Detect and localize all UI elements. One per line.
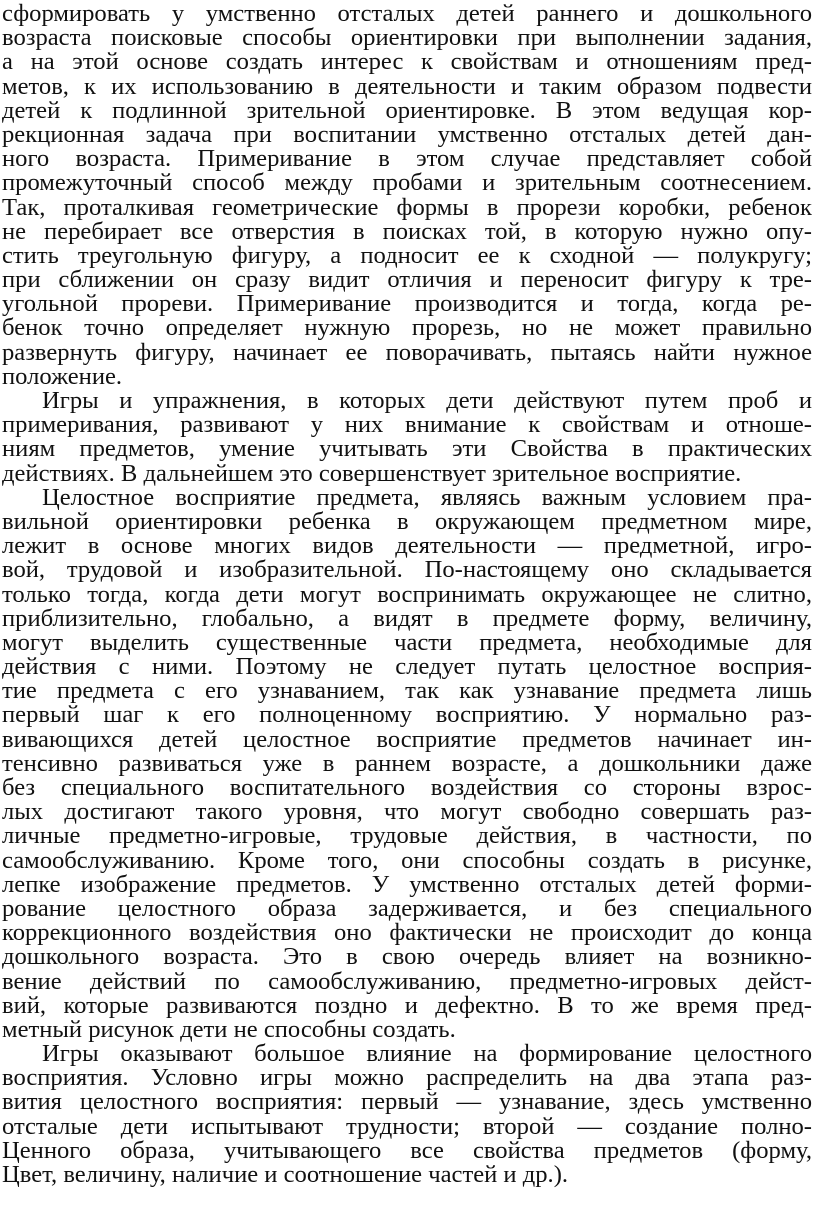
text-line: метов, к их использованию в деятельности и таким образом подвести	[2, 72, 812, 100]
text-line: рекционная задача при воспитании умственно отсталых детей дан-	[2, 120, 812, 148]
text-line: коррекционного воздействия оно фактически не происходит до конца	[2, 919, 812, 947]
text-line: вития целостного восприятия: первый — узнавание, здесь умственно	[2, 1088, 812, 1116]
text-line: рование целостного образа задерживается, и без специального	[2, 894, 812, 922]
text-line: личные предметно-игровые, трудовые действия, в частности, по	[2, 822, 812, 850]
text-line: приблизительно, глобально, а видят в предмете форму, величину,	[2, 604, 812, 632]
text-line: ниям предметов, умение учитывать эти Свойства в практических	[2, 435, 812, 463]
text-line: вий, которые развиваются поздно и дефектно. В то же время пред-	[2, 991, 812, 1019]
text-line: вой, трудовой и изобразительной. По-настоящему оно складывается	[2, 556, 812, 584]
text-line: самообслуживанию. Кроме того, они способны создать в рисунке,	[2, 846, 812, 874]
text-line: бенок точно определяет нужную прорезь, но не может правильно	[2, 314, 812, 342]
text-line: Ценного образа, учитывающего все свойства предметов (форму,	[2, 1136, 812, 1164]
text-line: Игры и упражнения, в которых дети действуют путем проб и	[42, 387, 812, 414]
text-line: Целостное восприятие предмета, являясь важным условием пра-	[42, 483, 812, 511]
text-line: Так, проталкивая геометрические формы в прорези коробки, ребенок	[2, 193, 812, 221]
text-line: вивающихся детей целостное восприятие предметов начинает ин-	[2, 725, 812, 753]
text-line: положение.	[2, 362, 123, 390]
text-line: не перебирает все отверстия в поисках той, в которую нужно опу-	[2, 217, 812, 245]
paragraph	[2, 483, 812, 1043]
text-line: восприятия. Условно игры можно распределить на два этапа раз-	[2, 1064, 812, 1092]
text-line: при сближении он сразу видит отличия и переносит фигуру к тре-	[2, 266, 812, 294]
text-line: а на этой основе создать интерес к свойствам и отношениям пред-	[2, 48, 812, 76]
text-line: возраста поисковые способы ориентировки при выполнении задания,	[2, 24, 812, 52]
text-line: лежит в основе многих видов деятельности — предметной, игро-	[2, 532, 812, 560]
text-line: вильной ориентировки ребенка в окружающем предметном мире,	[2, 507, 812, 535]
text-line: вение действий по самообслуживанию, предметно-игровых дейст-	[2, 967, 812, 995]
text-line: детей к подлинной зрительной ориентировке. В этом ведущая кор-	[2, 96, 812, 124]
text-line: без специального воспитательного воздействия со стороны взрос-	[2, 774, 812, 801]
text-line: примеривания, развивают у них внимание к свойствам и отноше-	[2, 411, 812, 439]
text-line: лепке изображение предметов. У умственно отсталых детей форми-	[2, 870, 812, 898]
text-line: действия с ними. Поэтому не следует путать целостное восприя-	[2, 653, 812, 681]
text-line: тенсивно развиваться уже в раннем возрасте, а дошкольники даже	[2, 749, 812, 777]
text-line: угольной прореви. Примеривание производится и тогда, когда ре-	[2, 290, 812, 318]
text-line: первый шаг к его полноценному восприятию. У нормально раз-	[2, 701, 812, 729]
paragraph	[2, 1042, 812, 1187]
text-line: ного возраста. Примеривание в этом случае представляет собой	[2, 145, 812, 173]
text-line: метный рисунок дети не способны создать.	[2, 1015, 456, 1043]
text-line: отсталые дети испытывают трудности; второй — создание полно-	[2, 1112, 812, 1140]
text-line: Цвет, величину, наличие и соотношение частей и др.).	[2, 1161, 569, 1188]
text-line: могут выделить существенные части предмета, необходимые для	[2, 628, 812, 656]
text-line: только тогда, когда дети могут воспринимать окружающее не слитно,	[2, 580, 812, 608]
text-line: стить треугольную фигуру, а подносит ее к сходной — полукругу;	[2, 241, 812, 269]
text-line: действиях. В дальнейшем это совершенствует зрительное восприятие.	[2, 459, 742, 487]
text-line: Игры оказывают большое влияние на формирование целостного	[42, 1040, 812, 1068]
text-line: развернуть фигуру, начинает ее поворачивать, пытаясь найти нужное	[2, 338, 812, 366]
text-line: тие предмета с его узнаванием, так как узнавание предмета лишь	[2, 677, 812, 705]
text-line: дошкольного возраста. Это в свою очередь влияет на возникно-	[2, 943, 812, 971]
text-line: промежуточный способ между пробами и зрительным соотнесением.	[2, 169, 812, 197]
paragraph	[2, 389, 812, 486]
paragraph	[2, 2, 812, 389]
text-line: сформировать у умственно отсталых детей раннего и дошкольного	[2, 0, 812, 27]
text-line: лых достигают такого уровня, что могут свободно совершать раз-	[2, 798, 812, 826]
